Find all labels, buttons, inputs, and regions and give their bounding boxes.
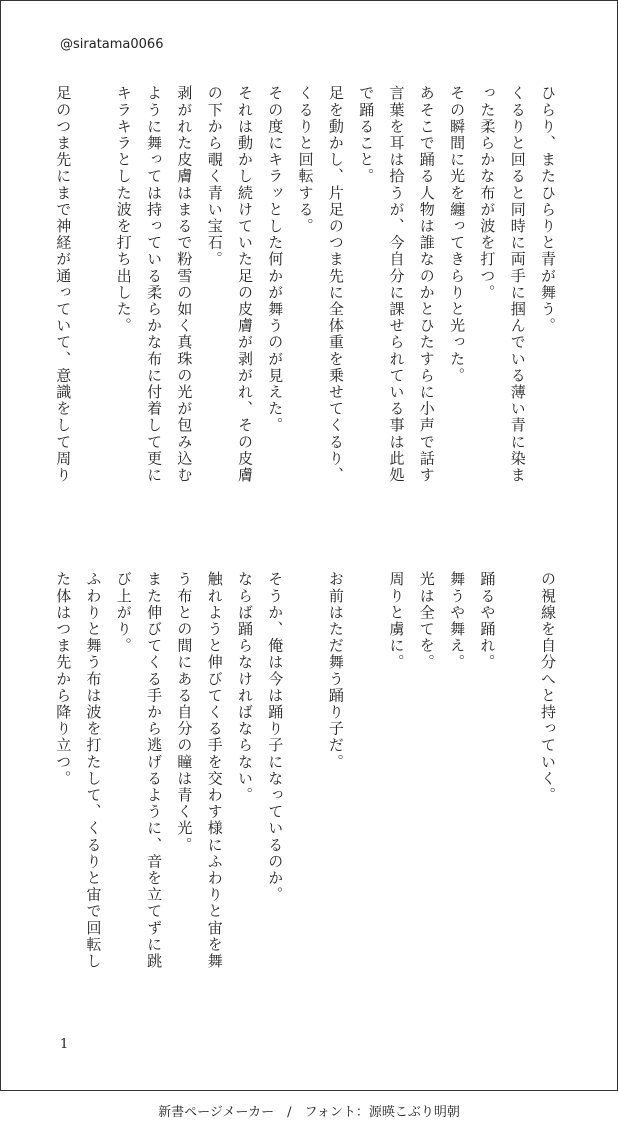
lower-text-column: また伸びてくる手から逃げるように、音を立てずに跳	[145, 571, 164, 970]
upper-text-column: ひらり、またひらりと青が舞う。	[539, 85, 557, 334]
lower-text-column: そうか、俺は今は踊り子になっているのか。	[266, 571, 285, 903]
upper-text-column: 足のつま先にまで神経が通っていて、意識をして周り	[54, 85, 73, 484]
upper-text-column: キラキラとした波を打ち出した。	[114, 85, 133, 334]
lower-text-column: お前はただ舞う踊り子だ。	[326, 571, 345, 771]
lower-text-column: び上がり。	[114, 571, 133, 654]
lower-text-column: 触れようと伸びてくる手を交わす様にふわりと宙を舞	[205, 571, 224, 970]
upper-text-column: くるりと回ると同時に両手に掴んでいる薄い青に染ま	[508, 85, 527, 484]
upper-text-column: あそこで踊る人物は誰なのかとひたすらに小声で話す	[417, 85, 436, 484]
upper-text-column: 言葉を耳は拾うが、今自分に課せられている事は此処	[387, 85, 406, 484]
footer-credit: 新書ページメーカー / フォント：源暎こぶり明朝	[158, 1105, 460, 1120]
upper-text-column: その瞬間に光を纏ってきらりと光った。	[448, 85, 467, 384]
upper-text-column: った柔らかな布が波を打つ。	[478, 85, 497, 301]
lower-text-column: う布との間にある自分の瞳は青く光。	[175, 571, 194, 854]
lower-text-column: ふわりと舞う布は波を打たして、くるりと宙で回転し	[84, 571, 103, 970]
upper-text-column: ように舞っては持っている柔らかな布に付着して更に	[145, 85, 164, 484]
upper-text-column: その度にキラッとした何かが舞うのが見えた。	[266, 85, 285, 434]
lower-text-column: 舞うや舞え。	[448, 571, 467, 671]
upper-text-column: 剥がれた皮膚はまるで粉雪の如く真珠の光が包み込む	[175, 85, 194, 484]
lower-text-column: ならば踊らなければならない。	[236, 571, 254, 804]
upper-text-column: 足を動かし、片足のつま先に全体重を乗せてくるり、	[326, 85, 345, 484]
lower-text-column: 踊るや踊れ。	[478, 571, 497, 671]
upper-text-column: くるりと回転する。	[296, 85, 315, 235]
upper-text-column: の下から覗く青い宝石。	[205, 85, 224, 268]
lower-text-column: 周りと虜に。	[387, 571, 406, 671]
upper-text-column: で踊ること。	[357, 85, 376, 185]
lower-text-column: 光は全てを。	[417, 571, 436, 671]
page-number: 1	[60, 1037, 69, 1052]
lower-text-column: の視線を自分へと持っていく。	[539, 571, 557, 804]
author-handle: @siratama0066	[60, 37, 164, 52]
upper-text-column: それは動かし続けていた足の皮膚が剥がれ、その皮膚	[236, 85, 254, 484]
lower-text-column: た体はつま先から降り立つ。	[54, 571, 73, 787]
